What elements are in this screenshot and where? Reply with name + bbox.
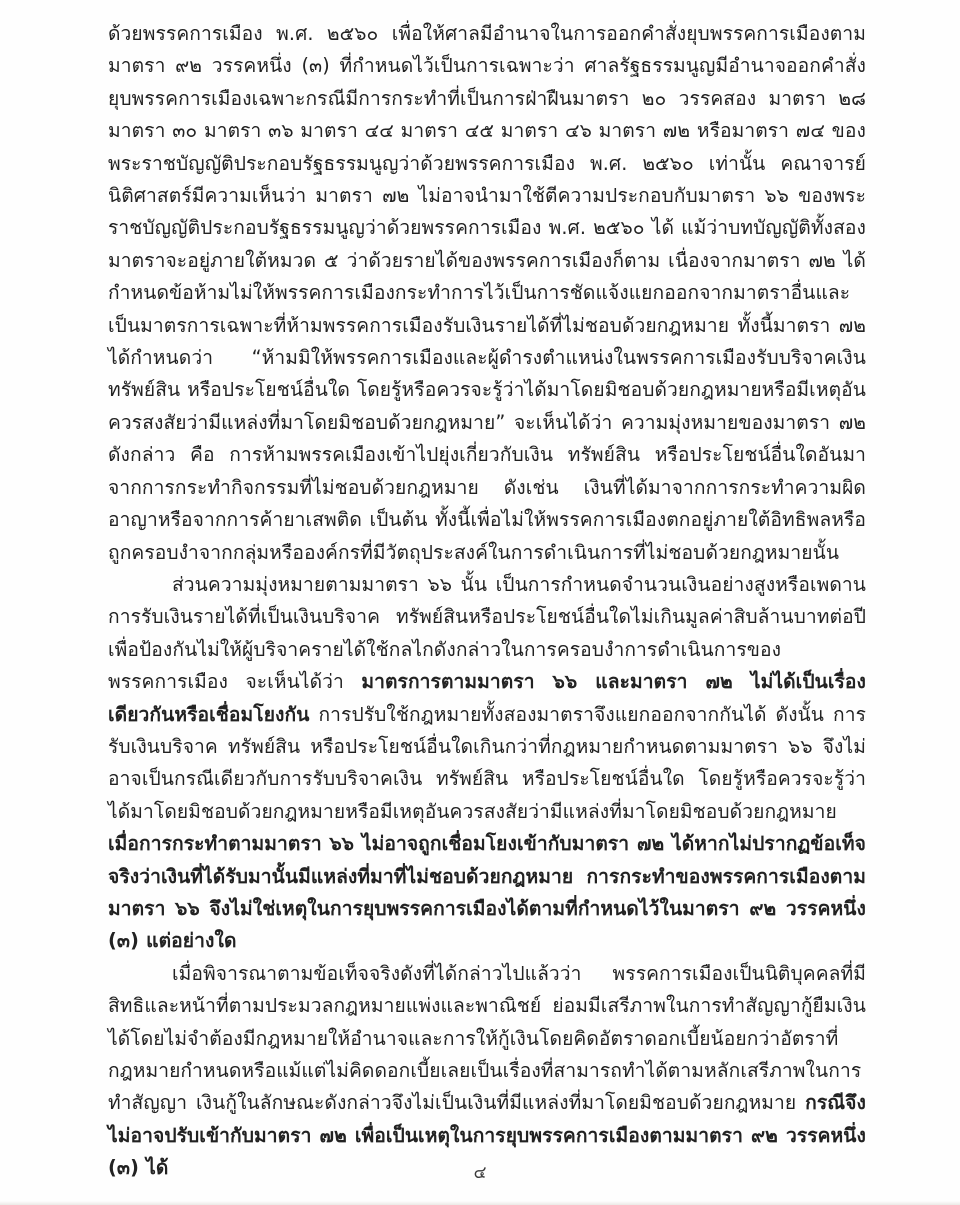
paragraph-1: [108, 18, 866, 569]
text-run: เมื่อพิจารณาตามข้อเท็จจริงดังที่ได้กล่าวไปแล้วว่า พรรคการเมืองเป็นนิติบุคคลที่มีสิทธิและหน้าที่ตามประมวลกฎหมายแพ่งและพาณิชย์ ย่อมมีเสรีภาพในการทำสัญญากู้ยืมเงินได้โดยไม่จำต้องมีกฎหมายให้อำนาจและการให้กู้เงินโดยคิดอัตราดอกเบี้ยน้อยกว่าอัตราที่กฎหมายกำหนดหรือแม้แต่ไม่คิดดอกเบี้ยเลยเป็นเรื่องที่สามารถทำได้ตามหลักเสรีภาพในการทำสัญญา เงินกู้ในลักษณะดังกล่าวจึงไม่เป็นเงินที่มีแหล่งที่มาโดยมิชอบด้วยกฎหมาย: [108, 961, 866, 1115]
paragraph-3: [108, 958, 866, 1185]
text-run-emphasis: กรณีจึงไม่อาจปรับเข้ากับมาตรา ๗๒ เพื่อเป็นเหตุในการยุบพรรคการเมืองตามมาตรา ๙๒ วรรคหนึ่ง (๓) ได้: [108, 1091, 866, 1180]
text-run-emphasis: เมื่อการกระทำตามมาตรา ๖๖ ไม่อาจถูกเชื่อมโยงเข้ากับมาตรา ๗๒ ได้หากไม่ปรากฏข้อเท็จจริงว่าเงินที่ได้รับมานั้นมีแหล่งที่มาที่ไม่ชอบด้วยกฎหมาย การกระทำของพรรคการเมืองตามมาตรา ๖๖ จึงไม่ใช่เหตุในการยุบพรรคการเมืองได้ตามที่กำหนดไว้ในมาตรา ๙๒ วรรคหนึ่ง (๓) แต่อย่างใด: [108, 832, 866, 953]
text-run: การปรับใช้กฎหมายทั้งสองมาตราจึงแยกออกจากกันได้ ดังนั้น การรับเงินบริจาค ทรัพย์สิน หรือประโยชน์อื่นใดเกินกว่าที่กฎหมายกำหนดตามมาตรา ๖๖ จึงไม่อาจเป็นกรณีเดียวกับการรับบริจาคเงิน ทรัพย์สิน หรือประโยชน์อื่นใด โดยรู้หรือควรจะรู้ว่าได้มาโดยมิชอบด้วยกฎหมายหรือมีเหตุอันควรสงสัยว่ามีแหล่งที่มาโดยมิชอบด้วยกฎหมาย: [108, 702, 866, 823]
text-run: ด้วยพรรคการเมือง พ.ศ. ๒๕๖๐ เพื่อให้ศาลมีอำนาจในการออกคำสั่งยุบพรรคการเมืองตามมาตรา ๙๒ วรรคหนึ่ง (๓) ที่กำหนดไว้เป็นการเฉพาะว่า ศาลรัฐธรรมนูญมีอำนาจออกคำสั่งยุบพรรคการเมืองเฉพาะกรณีมีการกระทำที่เป็นการฝ่าฝืนมาตรา ๒๐ วรรคสอง มาตรา ๒๘ มาตรา ๓๐ มาตรา ๓๖ มาตรา ๔๔ มาตรา ๔๕ มาตรา ๔๖ มาตรา ๗๒ หรือมาตรา ๗๔ ของพระราชบัญญัติประกอบรัฐธรรมนูญว่าด้วยพรรคการเมือง พ.ศ. ๒๕๖๐ เท่านั้น คณาจารย์นิติศาสตร์มีความเห็นว่า มาตรา ๗๒ ไม่อาจนำมาใช้ตีความประกอบกับมาตรา ๖๖ ของพระราชบัญญัติประกอบรัฐธรรมนูญว่าด้วยพรรคการเมือง พ.ศ. ๒๕๖๐ ได้ แม้ว่าบทบัญญัติทั้งสองมาตราจะอยู่ภายใต้หมวด ๕ ว่าด้วยรายได้ของพรรคการเมืองก็ตาม เนื่องจากมาตรา ๗๒ ได้กำหนดข้อห้ามไม่ให้พรรคการเมืองกระทำการไว้เป็นการชัดแจ้งแยกออกจากมาตราอื่นและเป็นมาตรการเฉพาะที่ห้ามพรรคการเมืองรับเงินรายได้ที่ไม่ชอบด้วยกฎหมาย ทั้งนี้มาตรา ๗๒ ได้กำหนดว่า “ห้ามมิให้พรรคการเมืองและผู้ดำรงตำแหน่งในพรรคการเมืองรับบริจาคเงิน ทรัพย์สิน หรือประโยชน์อื่นใด โดยรู้หรือควรจะรู้ว่าได้มาโดยมิชอบด้วยกฎหมายหรือมีเหตุอันควรสงสัยว่ามีแหล่งที่มาโดยมิชอบด้วยกฎหมาย” จะเห็นได้ว่า ความมุ่งหมายของมาตรา ๗๒ ดังกล่าว คือ การห้ามพรรคเมืองเข้าไปยุ่งเกี่ยวกับเงิน ทรัพย์สิน หรือประโยชน์อื่นใดอันมาจากการกระทำกิจกรรมที่ไม่ชอบด้วยกฎหมาย ดังเช่น เงินที่ได้มาจากการกระทำความผิดอาญาหรือจากการค้ายาเสพติด เป็นต้น ทั้งนี้เพื่อไม่ให้พรรคการเมืองตกอยู่ภายใต้อิทธิพลหรือถูกครอบงำจากกลุ่มหรือองค์กรที่มีวัตถุประสงค์ในการดำเนินการที่ไม่ชอบด้วยกฎหมายนั้น: [108, 22, 866, 564]
document-text-body: [108, 18, 866, 1185]
page-number: ๔: [473, 1163, 487, 1183]
paragraph-2: [108, 569, 866, 958]
scan-edge-shadow: [0, 1201, 960, 1205]
text-run: ส่วนความมุ่งหมายตามมาตรา ๖๖ นั้น เป็นการกำหนดจำนวนเงินอย่างสูงหรือเพดานการรับเงินรายได้ที่เป็นเงินบริจาค ทรัพย์สินหรือประโยชน์อื่นใดไม่เกินมูลค่าสิบล้านบาทต่อปี เพื่อป้องกันไม่ให้ผู้บริจาครายได้ใช้กลไกดังกล่าวในการครอบงำการดำเนินการของพรรคการเมือง จะเห็นได้ว่า: [108, 572, 866, 694]
text-run-emphasis: มาตรการตามมาตรา ๖๖ และมาตรา ๗๒ ไม่ได้เป็นเรื่องเดียวกันหรือเชื่อมโยงกัน: [108, 670, 866, 726]
